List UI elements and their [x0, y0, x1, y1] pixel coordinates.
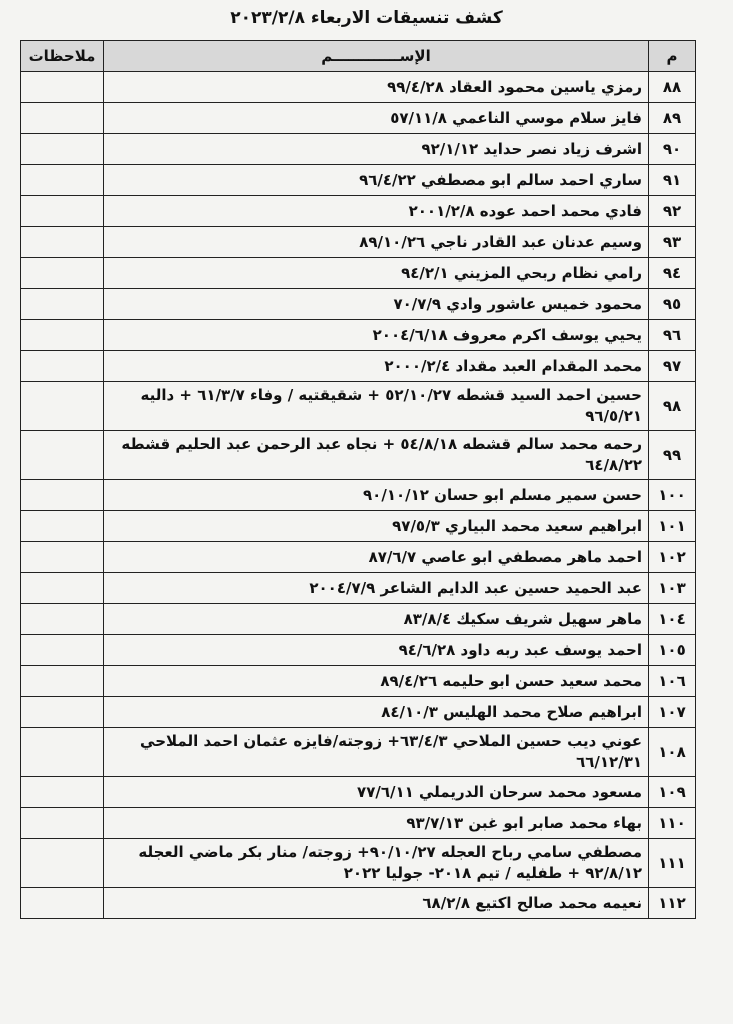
- row-name: نعيمه محمد صالح اكتيع ٦٨/٢/٨: [104, 888, 649, 919]
- table-row: [21, 227, 696, 258]
- table-row: [21, 777, 696, 808]
- table-row: [21, 196, 696, 227]
- row-name: مسعود محمد سرحان الدريملي ٧٧/٦/١١: [104, 777, 649, 808]
- row-number: ٩٥: [649, 289, 696, 320]
- row-number: ١١٠: [649, 808, 696, 839]
- table-row: [21, 542, 696, 573]
- row-number: ١٠٢: [649, 542, 696, 573]
- row-name: فايز سلام موسي الناعمي ٥٧/١١/٨: [104, 103, 649, 134]
- row-name: عبد الحميد حسين عبد الدايم الشاعر ٢٠٠٤/٧/٩: [104, 573, 649, 604]
- row-number: ٩٢: [649, 196, 696, 227]
- row-notes: [21, 777, 104, 808]
- row-number: ١٠٤: [649, 604, 696, 635]
- table-row: [21, 635, 696, 666]
- row-notes: [21, 134, 104, 165]
- row-name: ابراهيم صلاح محمد الهليس ٨٤/١٠/٣: [104, 697, 649, 728]
- row-name: بهاء محمد صابر ابو غبن ٩٣/٧/١٣: [104, 808, 649, 839]
- row-number: ١٠٨: [649, 728, 696, 777]
- table-row: [21, 888, 696, 919]
- row-notes: [21, 72, 104, 103]
- row-name: وسيم عدنان عبد القادر ناجي ٨٩/١٠/٢٦: [104, 227, 649, 258]
- row-number: ٩٧: [649, 351, 696, 382]
- row-name: محمد سعيد حسن ابو حليمه ٨٩/٤/٢٦: [104, 666, 649, 697]
- row-number: ١١٢: [649, 888, 696, 919]
- coordination-table: [20, 40, 696, 919]
- table-row: [21, 103, 696, 134]
- row-number: ٨٩: [649, 103, 696, 134]
- row-notes: [21, 728, 104, 777]
- header-number: م: [649, 41, 696, 72]
- table-row: [21, 666, 696, 697]
- page-title: كشف تنسيقات الاربعاء ٢٠٢٣/٢/٨: [230, 8, 503, 28]
- row-number: ١٠٠: [649, 480, 696, 511]
- row-notes: [21, 351, 104, 382]
- row-notes: [21, 604, 104, 635]
- row-name: عوني ديب حسين الملاحي ٦٣/٤/٣+ زوجته/فايزه عثمان احمد الملاحي ٦٦/١٢/٣١: [104, 728, 649, 777]
- row-notes: [21, 165, 104, 196]
- row-name: رمزي ياسين محمود العقاد ٩٩/٤/٢٨: [104, 72, 649, 103]
- row-notes: [21, 542, 104, 573]
- row-number: ٩٦: [649, 320, 696, 351]
- row-notes: [21, 511, 104, 542]
- row-number: ١٠٧: [649, 697, 696, 728]
- table-row: [21, 839, 696, 888]
- table-row: [21, 604, 696, 635]
- table-row: [21, 72, 696, 103]
- table-row: [21, 165, 696, 196]
- row-name: يحيي يوسف اكرم معروف ٢٠٠٤/٦/١٨: [104, 320, 649, 351]
- row-name: ابراهيم سعيد محمد البياري ٩٧/٥/٣: [104, 511, 649, 542]
- table-row: [21, 320, 696, 351]
- table-row: [21, 808, 696, 839]
- row-name: اشرف زياد نصر حدايد ٩٢/١/١٢: [104, 134, 649, 165]
- row-name: محمد المقدام العبد مقداد ٢٠٠٠/٢/٤: [104, 351, 649, 382]
- table-row: [21, 258, 696, 289]
- row-notes: [21, 839, 104, 888]
- row-notes: [21, 103, 104, 134]
- row-number: ٩٩: [649, 431, 696, 480]
- row-notes: [21, 697, 104, 728]
- table-row: [21, 511, 696, 542]
- row-number: ٩٣: [649, 227, 696, 258]
- row-number: ١٠٩: [649, 777, 696, 808]
- row-number: ٩٠: [649, 134, 696, 165]
- table-row: [21, 382, 696, 431]
- row-number: ٩٤: [649, 258, 696, 289]
- table-row: [21, 697, 696, 728]
- table-row: [21, 480, 696, 511]
- row-notes: [21, 431, 104, 480]
- row-number: ١٠٣: [649, 573, 696, 604]
- row-notes: [21, 382, 104, 431]
- row-notes: [21, 573, 104, 604]
- row-name: ساري احمد سالم ابو مصطفي ٩٦/٤/٢٢: [104, 165, 649, 196]
- header-notes: ملاحظات: [21, 41, 104, 72]
- row-notes: [21, 289, 104, 320]
- table-row: [21, 351, 696, 382]
- row-notes: [21, 480, 104, 511]
- row-notes: [21, 320, 104, 351]
- row-number: ٨٨: [649, 72, 696, 103]
- row-notes: [21, 635, 104, 666]
- row-name: احمد ماهر مصطفي ابو عاصي ٨٧/٦/٧: [104, 542, 649, 573]
- row-name: احمد يوسف عبد ربه داود ٩٤/٦/٢٨: [104, 635, 649, 666]
- row-notes: [21, 196, 104, 227]
- row-name: محمود خميس عاشور وادي ٧٠/٧/٩: [104, 289, 649, 320]
- row-number: ١٠٥: [649, 635, 696, 666]
- row-notes: [21, 258, 104, 289]
- row-notes: [21, 888, 104, 919]
- table-row: [21, 289, 696, 320]
- row-name: رحمه محمد سالم قشطه ٥٤/٨/١٨ + نجاه عبد الرحمن عبد الحليم قشطه ٦٤/٨/٢٢: [104, 431, 649, 480]
- table-row: [21, 134, 696, 165]
- row-number: ٩١: [649, 165, 696, 196]
- row-name: حسن سمير مسلم ابو حسان ٩٠/١٠/١٢: [104, 480, 649, 511]
- row-name: ماهر سهيل شريف سكيك ٨٣/٨/٤: [104, 604, 649, 635]
- row-notes: [21, 666, 104, 697]
- row-name: رامي نظام ربحي المزيني ٩٤/٢/١: [104, 258, 649, 289]
- table-row: [21, 431, 696, 480]
- row-number: ١٠١: [649, 511, 696, 542]
- table-row: [21, 573, 696, 604]
- row-number: ١٠٦: [649, 666, 696, 697]
- row-name: حسين احمد السيد قشطه ٥٢/١٠/٢٧ + شقيقتيه / وفاء ٦١/٣/٧ + داليه ٩٦/٥/٢١: [104, 382, 649, 431]
- table-row: [21, 728, 696, 777]
- row-number: ١١١: [649, 839, 696, 888]
- row-name: مصطفي سامي رباح العجله ٩٠/١٠/٢٧+ زوجته/ منار بكر ماضي العجله ٩٢/٨/١٢ + طفليه / تيم ٢٠١٨- جوليا ٢٠٢٢: [104, 839, 649, 888]
- row-number: ٩٨: [649, 382, 696, 431]
- header-row: [21, 41, 696, 72]
- row-name: فادي محمد احمد عوده ٢٠٠١/٢/٨: [104, 196, 649, 227]
- row-notes: [21, 227, 104, 258]
- row-notes: [21, 808, 104, 839]
- header-name: الإســـــــــــــم: [104, 41, 649, 72]
